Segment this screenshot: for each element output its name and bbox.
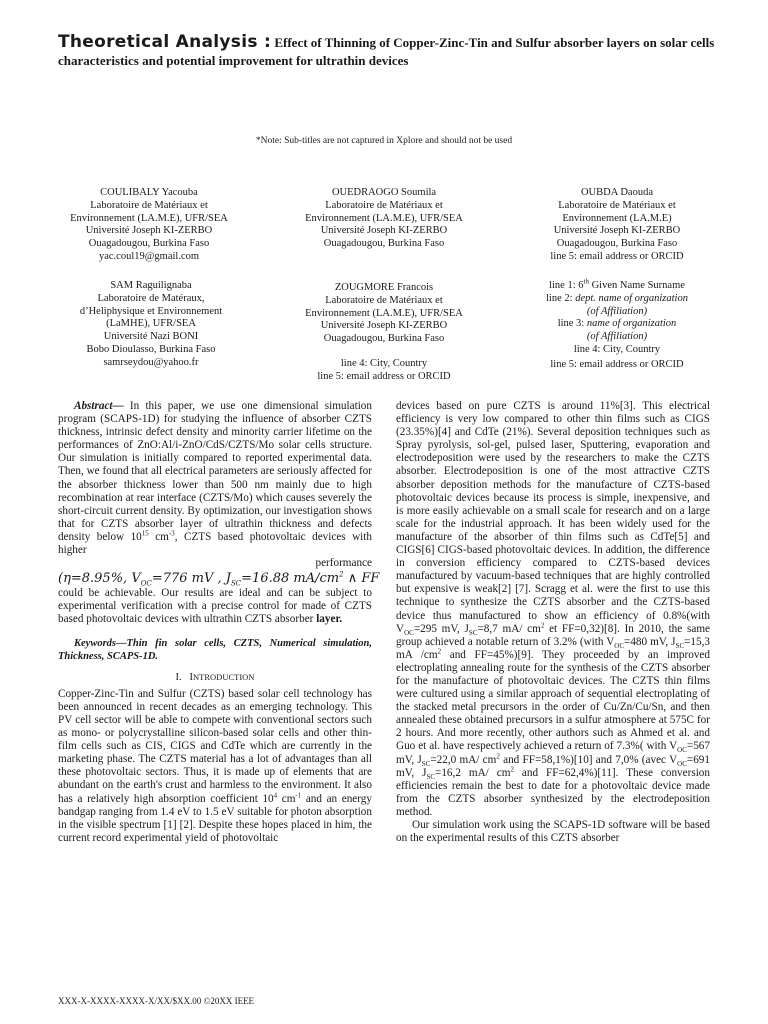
author-affiliation: Université Joseph KI-ZERBO: [320, 320, 448, 332]
author-affiliation: Université Nazi BONI: [103, 331, 199, 343]
author-affiliation: Laboratoire de Matériaux et: [558, 199, 676, 211]
author-block-4: [54, 280, 248, 370]
left-column: [58, 400, 380, 845]
abstract-label: Abstract—: [74, 400, 124, 412]
author-affiliation: d’Heliphysique et Environnement: [79, 305, 223, 317]
author-email-placeholder: line 5: email address or ORCID: [317, 370, 451, 382]
author-affiliation: (LaMHE), UFR/SEA: [106, 318, 196, 330]
author-location: Ouagadougou, Burkina Faso: [323, 333, 445, 345]
author-location: Bobo Dioulasso, Burkina Faso: [86, 343, 216, 355]
author-name: COULIBALY Yacouba: [100, 187, 198, 198]
author-email: line 5: email address or ORCID: [550, 250, 684, 262]
author-line-3b: (of Affiliation): [586, 331, 648, 343]
abstract: Abstract— In this paper, we use one dimensional simulation program (SCAPS-1D) for studying the influence of absorber CZTS thickness, intrinsic defect density and minority carrier lifetime on the performances of ZnO:Al/i-ZnO/CdS/CZTS/Mo solar cells structure. Our simulation is initially compared to reported experimental data. Then, we found that all electrical parameters are seriously affected for the absorber thickness lower than 500 nm mainly due to high recombination at rear interface (CZTS/Mo) which causes severely the short-circuit current density. By optimization, our investigation shows that for CZTS absorber layer of ultrathin thickness and defects density below $10^{15}$ $cm^{-3}$, CZTS based photovoltaic devices with higher performance: [58, 400, 372, 570]
author-block-5: [287, 282, 481, 384]
intro-paragraph: Copper-Zinc-Tin and Sulfur (CZTS) based solar cell technology has been announced in recent decades as an emerging technology. This PV cell sector will be able to compete with conventional sectors such as mono- or polycrystalline silicon-based solar cells and other thin-film cells such as CIS, CIGS and CdTe which are currently in the marketing phase. The CZTS material has a lot of advantages than all these photovoltaic sectors. Thus, it is made up of elements that are abundant on the earth's crust and harmless to the environment. It also has a relatively high absorption coefficient $10^4$ $cm^{-1}$ and an energy bandgap ranging from 1.4 eV to 1.5 eV suitable for photon absorption in the visible spectrum [1] [2]. Despite these hopes placed in him, the current record experimental yield of photovoltaic: [58, 687, 372, 844]
paper-title: [58, 33, 718, 70]
author-email: yac.coul19@gmail.com: [98, 250, 200, 262]
title-lead: Theoretical Analysis :: [58, 32, 272, 52]
author-affiliation: Environnement (LA.M.E): [562, 212, 672, 224]
author-block-6: [522, 277, 712, 372]
right-paragraph-2: Our simulation work using the SCAPS-1D software will be based on the experimental results of this CZTS absorber: [396, 819, 710, 845]
right-column: [396, 400, 710, 845]
keywords: Keywords—Thin fin solar cells, CZTS, Numerical simulation, Thickness, SCAPS-1D.: [58, 637, 372, 662]
subtitle-note: *Note: Sub-titles are not captured in Xplore and should not be used: [255, 136, 513, 146]
author-line-2: line 2: dept. name of organization: [546, 292, 688, 304]
author-affiliation: Laboratoire de Matéraux,: [97, 292, 205, 304]
author-affiliation: Université Joseph KI-ZERBO: [553, 225, 681, 237]
author-name: OUEDRAOGO Soumila: [331, 187, 437, 198]
author-email: samrseydou@yahoo.fr: [103, 356, 199, 368]
section-heading-introduction: I. INTRODUCTION: [175, 671, 255, 683]
author-name: SAM Raguilignaba: [110, 280, 192, 291]
author-affiliation: Environnement (LA.M.E), UFR/SEA: [305, 307, 463, 319]
author-block-3: [522, 187, 712, 264]
author-name: ZOUGMORE Francois: [334, 282, 434, 293]
author-line-5: line 5: email address or ORCID: [550, 358, 684, 370]
author-line-1: line 1: 6th Given Name Surname: [549, 277, 685, 291]
author-city-placeholder: line 4: City, Country: [340, 357, 428, 369]
author-block-2: [287, 187, 481, 251]
author-location: Ouagadougou, Burkina Faso: [556, 238, 678, 250]
copyright-footer: XXX-X-XXXX-XXXX-X/XX/$XX.00 ©20XX IEEE: [58, 996, 255, 1006]
title-main: Effect of Thinning of Copper-Zinc-Tin and Sulfur absorber layers on solar cells characteristics and potential improvement for ultrathin devices: [58, 35, 715, 68]
author-affiliation: Laboratoire de Matériaux et: [90, 199, 208, 211]
abstract-continued: could be achievable. Our results are ideal and can be subject to experimental verification with a precise control for made of CZTS based photovoltaic devices with ultrathin CZTS absorber layer.: [58, 587, 372, 626]
author-line-2b: (of Affiliation): [586, 305, 648, 317]
author-block-1: [54, 187, 244, 264]
author-affiliation: Université Joseph KI-ZERBO: [85, 225, 213, 237]
author-location: Ouagadougou, Burkina Faso: [323, 238, 445, 250]
author-line-4: line 4: City, Country: [573, 343, 661, 355]
author-affiliation: Laboratoire de Matériaux et: [325, 199, 443, 211]
author-name: OUBDA Daouda: [580, 187, 654, 198]
performance-formula: (η=8.95%, $V_{OC}=776$ mV , $J_{SC}=16.88$ $mA/cm^2$ ∧ FF: [58, 570, 380, 588]
author-affiliation: Université Joseph KI-ZERBO: [320, 225, 448, 237]
author-affiliation: Laboratoire de Matériaux et: [325, 294, 443, 306]
author-affiliation: Environnement (LA.M.E), UFR/SEA: [70, 212, 228, 224]
author-line-3: line 3: name of organization: [557, 318, 677, 330]
author-location: Ouagadougou, Burkina Faso: [88, 238, 210, 250]
right-paragraph-1: devices based on pure CZTS is around 11%[3]. This electrical efficiency is very low compared to other thin films such as CIGS (23.35%)[4] and CdTe (21%). Several deposition techniques such as Spray pyrolysis, sol-gel, pulsed laser, Sputtering, evaporation and electrodeposition were used by the researchers to make the CZTS absorber. Electrodeposition is one of the most attractive CZTS absorber deposition methods for the manufacture of CZTS-based photovoltaic devices because its process is simple, inexpensive, and is more easily achievable on a small scale for research and on a large scale for the industrial approach. It has been widely used for the manufacture of the absorber of thin films such as CdTe[5] and CIGS[6] CIGS-based photovoltaic devices. In addition, the difference in conversion efficiency compared to CZTS-based devices manufactured by vacuum-based techniques that are highly controlled but expensive is weak[2] [7]. Scragg et al. were the first to use this technique to synthesize the CZTS absorber and the CZTS-based device thus manufactured to show an efficiency of 0.8%(with $V_{OC}=295$ mV, $J_{SC}=8,7$ mA/ $cm^2$ et FF=0,32)[8]. In 2010, the same group achieved a notable return of 3.2% (with $V_{OC}=480$ mV, $J_{SC}=15,3$ mA $/cm^2$ and FF=45%)[9]. They proceeded by an improved electroplating annealing route for the synthesis of the CZTS absorber for the manufacture of photovoltaic devices. The CZTS thin films were cultured using a similar approach of sequential electroplating of the stacked metal precursors in the order of Cu/Zn/Cu/Sn, and then annealed these obtained precursors in a sulfur atmosphere at 575C for 2 hours. And more recently, other authors such as Ahmed et al. and Guo et al. have respectively achieved a return of 7.3%( with $V_{OC}=567$ mV, $J_{SC}=22,0$ mA/ $cm^2$ and FF=58,1%)[10] and 7,0% (avec $V_{OC}=691$ mV, $J_{SC}=16,2$ mA/ $cm^2$ and FF=62,4%)[11]. These conversion efficiencies remain the best to date for a photovoltaic device made from the CZTS absorber synthesized by the electrodeposition method.: [396, 400, 710, 818]
author-affiliation: Environnement (LA.M.E), UFR/SEA: [305, 212, 463, 224]
